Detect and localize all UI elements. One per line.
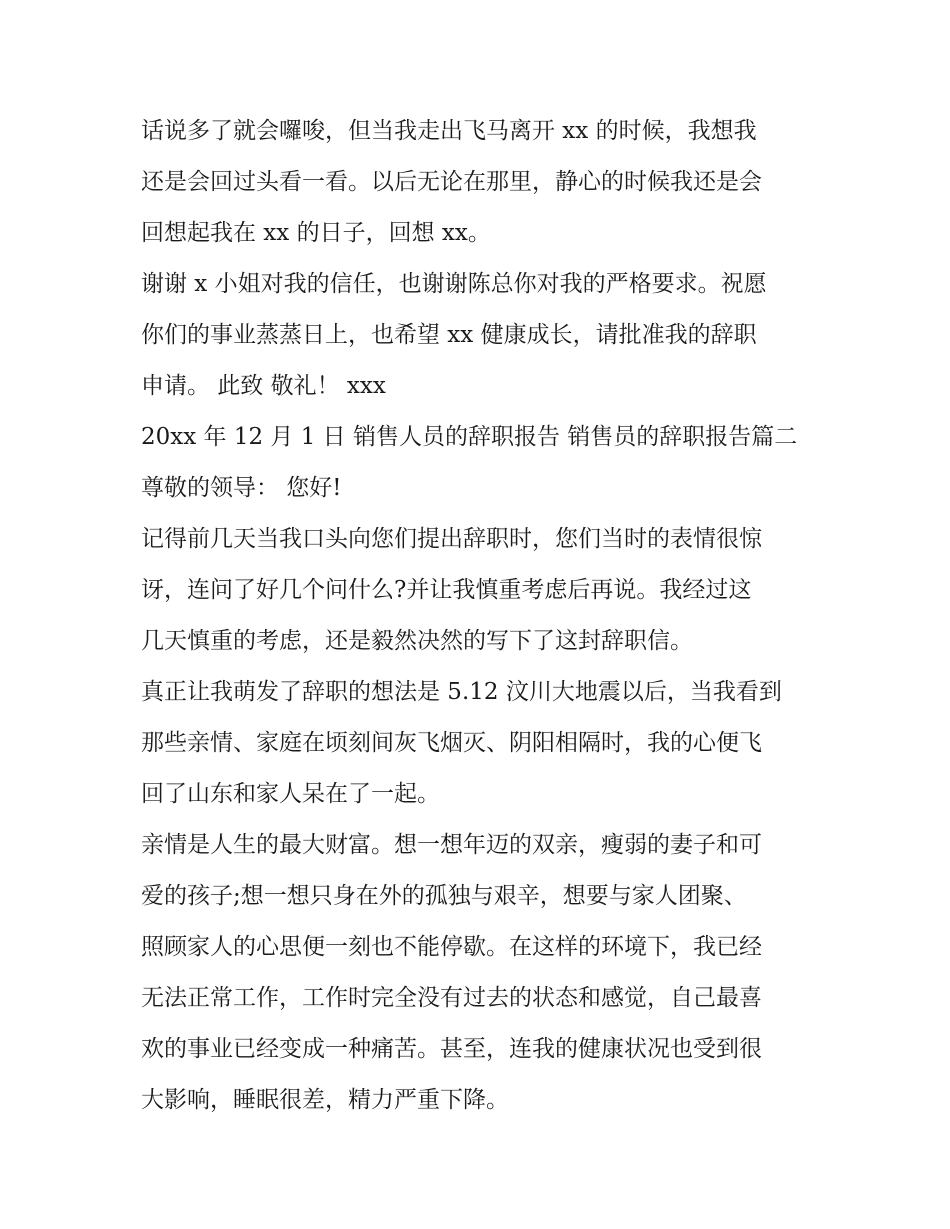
text-line: 还是会回过头看一看。以后无论在那里，静心的时候我还是会 (141, 169, 762, 195)
text-line: 讶，连问了好几个问什么?并让我慎重考虑后再说。我经过这 (141, 577, 752, 603)
text-line: 那些亲情、家庭在顷刻间灰飞烟灭、阴阳相隔时，我的心便飞 (141, 730, 762, 756)
text-line: 回想起我在 xx 的日子，回想 xx。 (141, 220, 491, 246)
text-line: 申请。 此致 敬礼！ xxx (141, 373, 386, 399)
text-line: 真正让我萌发了辞职的想法是 5.12 汶川大地震以后，当我看到 (141, 679, 782, 705)
text-line: 大影响，睡眠很差，精力严重下降。 (141, 1087, 509, 1113)
text-line: 照顾家人的心思便一刻也不能停歇。在这样的环境下，我已经 (141, 934, 762, 960)
text-line: 无法正常工作，工作时完全没有过去的状态和感觉，自己最喜 (141, 985, 762, 1011)
text-line: 谢谢 x 小姐对我的信任，也谢谢陈总你对我的严格要求。祝愿 (141, 271, 767, 297)
text-line: 记得前几天当我口头向您们提出辞职时，您们当时的表情很惊 (141, 526, 762, 552)
text-line: 爱的孩子;想一想只身在外的孤独与艰辛，想要与家人团聚、 (141, 883, 747, 909)
text-line: 话说多了就会囉唆，但当我走出飞马离开 xx 的时候，我想我 (141, 118, 757, 144)
document-body (141, 106, 821, 1126)
text-line: 20xx 年 12 月 1 日 销售人员的辞职报告 销售员的辞职报告篇二 (141, 424, 798, 450)
text-line: 欢的事业已经变成一种痛苦。甚至，连我的健康状况也受到很 (141, 1036, 762, 1062)
text-line: 亲情是人生的最大财富。想一想年迈的双亲，瘦弱的妻子和可 (141, 832, 762, 858)
text-line: 回了山东和家人呆在了一起。 (141, 781, 440, 807)
text-line: 尊敬的领导： 您好! (141, 475, 342, 501)
text-line: 你们的事业蒸蒸日上，也希望 xx 健康成长，请批准我的辞职 (141, 322, 757, 348)
text-line: 几天慎重的考虑，还是毅然决然的写下了这封辞职信。 (141, 628, 693, 654)
